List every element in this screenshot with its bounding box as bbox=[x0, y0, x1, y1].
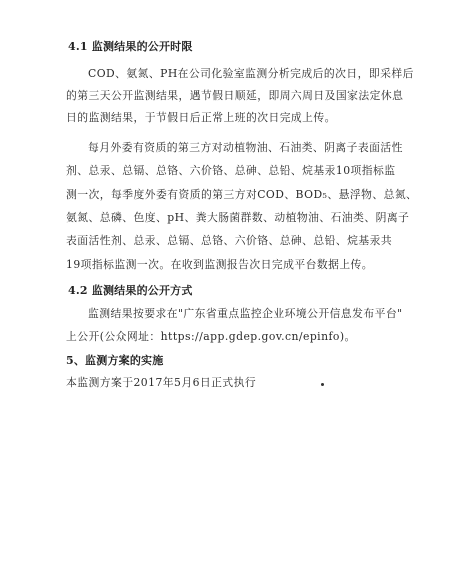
section-4-1-p2-line-3: 测一次，每季度外委有资质的第三方对COD、BOD₅、悬浮物、总氮、 bbox=[66, 188, 418, 201]
section-4-1-heading: 4.1 监测结果的公开时限 bbox=[68, 40, 193, 53]
section-4-1-p2-line-2: 剂、总汞、总镉、总铬、六价铬、总砷、总铅、烷基汞10项指标监 bbox=[66, 164, 396, 177]
section-4-1-p2-line-6: 19项指标监测一次。在收到监测报告次日完成平台数据上传。 bbox=[66, 258, 374, 271]
stray-mark bbox=[321, 383, 324, 386]
section-4-1-p1-line-2: 的第三天公开监测结果，遇节假日顺延，即周六周日及国家法定休息 bbox=[66, 89, 404, 102]
section-4-2-line-2: 上公开(公众网址：https://app.gdep.gov.cn/epinfo)。 bbox=[66, 330, 356, 343]
section-4-1-p1-line-3: 日的监测结果，于节假日后正常上班的次日完成上传。 bbox=[66, 111, 336, 124]
section-4-1-p1-line-1: COD、氨氮、PH在公司化验室监测分析完成后的次日，即采样后 bbox=[88, 67, 414, 80]
section-5-line: 本监测方案于2017年5月6日正式执行 bbox=[66, 376, 257, 389]
section-4-1-p2-line-5: 表面活性剂、总汞、总镉、总铬、六价铬、总砷、总铅、烷基汞共 bbox=[66, 234, 393, 247]
section-4-2-heading: 4.2 监测结果的公开方式 bbox=[68, 284, 193, 297]
section-4-1-p2-line-1: 每月外委有资质的第三方对动植物油、石油类、阴离子表面活性 bbox=[88, 141, 403, 154]
section-4-1-p2-line-4: 氨氮、总磷、色度、pH、粪大肠菌群数、动植物油、石油类、阴离子 bbox=[66, 211, 410, 224]
section-5-heading: 5、监测方案的实施 bbox=[66, 354, 164, 367]
section-4-2-line-1: 监测结果按要求在"广东省重点监控企业环境公开信息发布平台" bbox=[88, 307, 403, 320]
